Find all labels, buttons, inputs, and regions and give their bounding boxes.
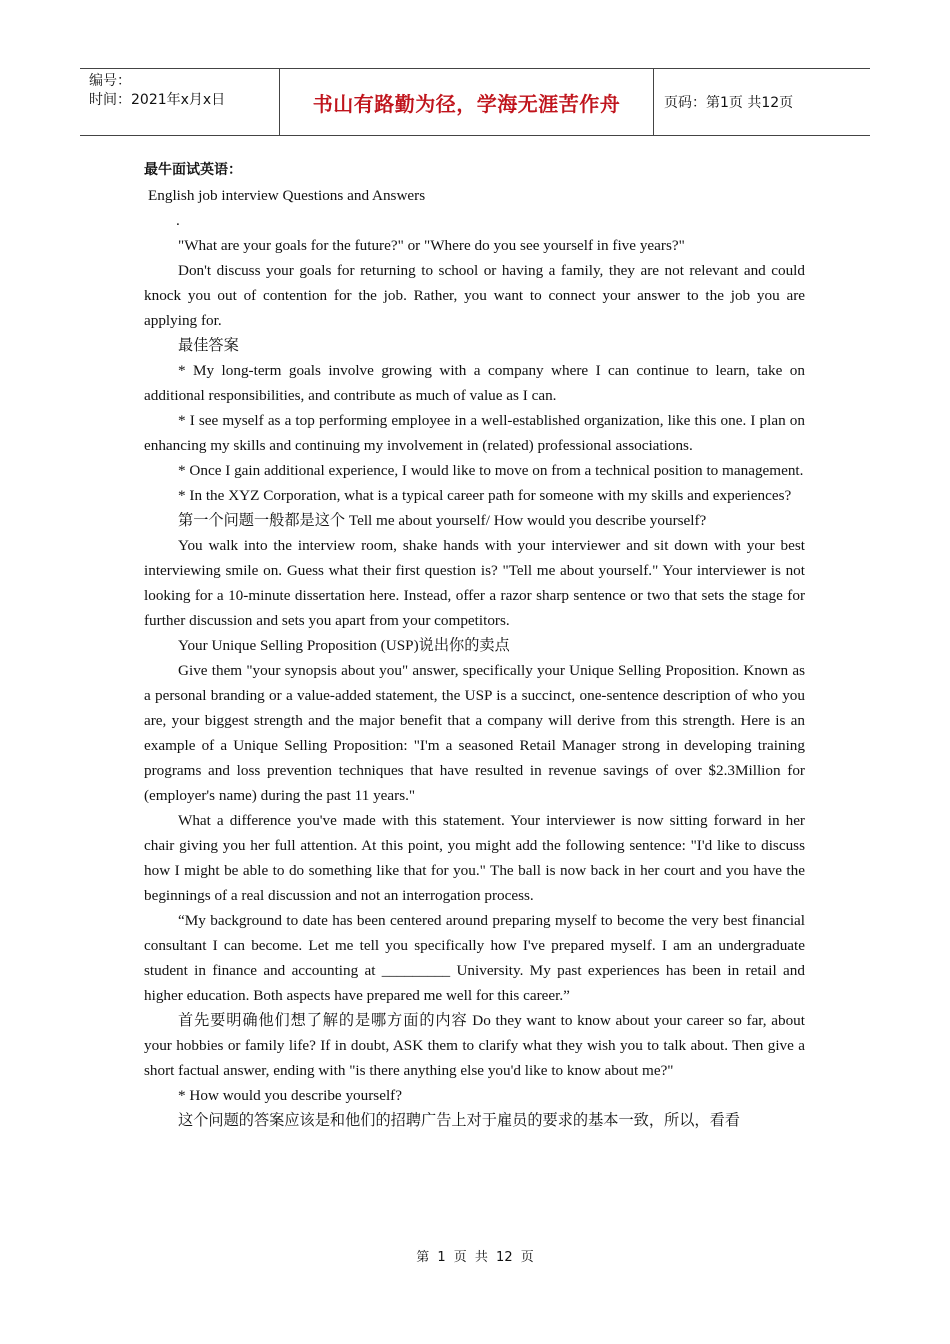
paragraph: 这个问题的答案应该是和他们的招聘广告上对于雇员的要求的基本一致，所以，看看	[178, 1112, 740, 1129]
time-label: 时间：2021年x月x日	[89, 92, 226, 108]
separator-dot: .	[176, 212, 180, 229]
document-subtitle: English job interview Questions and Answers	[148, 187, 426, 204]
paragraph: 最佳答案	[178, 337, 239, 354]
number-label: 编号：	[89, 73, 131, 89]
paragraph: “My background to date has been centered around preparing myself to become the very best financial consultant I can become. Let me tell you specifically how I've prepared myself. I am an undergraduate student in finance and accounting at _________ University. My past experiences has been in retail and higher education. Both aspects have prepared me well for this career.”	[144, 912, 805, 1004]
paragraph: * In the XYZ Corporation, what is a typical career path for someone with my skills and experiences?	[178, 487, 792, 504]
paragraph: Give them "your synopsis about you" answer, specifically your Unique Selling Proposition. Known as a personal branding or a value-added statement, the USP is a succinct, one-sentence description of who you are, your biggest strength and the major benefit that a company will derive from this strength. Here is an example of a Unique Selling Proposition: "I'm a seasoned Retail Manager strong in developing training programs and loss prevention techniques that have resulted in revenue savings of over $2.3Million for (employer's name) during the past 11 years."	[144, 662, 805, 804]
document-body	[144, 158, 805, 1133]
paragraph: Your Unique Selling Proposition (USP)说出你的卖点	[178, 637, 510, 654]
paragraph: What a difference you've made with this statement. Your interviewer is now sitting forward in her chair giving you her full attention. At this point, you might add the following sentence: "I'd like to discuss how I might be able to do something like that for you." The ball is now back in her court and you have the beginnings of a real discussion and not an interrogation process.	[144, 812, 805, 904]
paragraph: "What are your goals for the future?" or "Where do you see yourself in five years?"	[178, 237, 685, 254]
header-page-info: 页码：第1页 共12页	[664, 95, 794, 111]
header-motto: 书山有路勤为径，学海无涯苦作舟	[280, 69, 654, 135]
paragraph: * How would you describe yourself?	[178, 1087, 402, 1104]
document-title: 最牛面试英语：	[144, 162, 242, 178]
header-meta	[80, 69, 280, 135]
paragraph: 首先要明确他们想了解的是哪方面的内容 Do they want to know about your career so far, about your hobbies or family life? If in doubt, ASK them to clarify what they wish you to talk about. Then give a short factual answer, ending with "is there anything else you'd like to know about me?"	[144, 1012, 805, 1079]
page-header	[80, 68, 870, 136]
page-footer: 第 1 页 共 12 页	[416, 1250, 534, 1265]
paragraph: 第一个问题一般都是这个 Tell me about yourself/ How would you describe yourself?	[178, 512, 707, 529]
paragraph: Don't discuss your goals for returning to school or having a family, they are not relevant and could knock you out of contention for the job. Rather, you want to connect your answer to the job you are applying for.	[144, 262, 805, 329]
paragraph: * My long-term goals involve growing with a company where I can continue to learn, take on additional responsibilities, and contribute as much of value as I can.	[144, 362, 805, 404]
paragraph: * Once I gain additional experience, I would like to move on from a technical position to management.	[178, 462, 804, 479]
paragraph: You walk into the interview room, shake hands with your interviewer and sit down with your best interviewing smile on. Guess what their first question is? "Tell me about yourself." Your interviewer is not looking for a 10-minute dissertation here. Instead, offer a razor sharp sentence or two that sets the stage for further discussion and sets you apart from your competitors.	[144, 537, 805, 629]
paragraph: * I see myself as a top performing employee in a well-established organization, like this one. I plan on enhancing my skills and continuing my involvement in (related) professional associations.	[144, 412, 805, 454]
